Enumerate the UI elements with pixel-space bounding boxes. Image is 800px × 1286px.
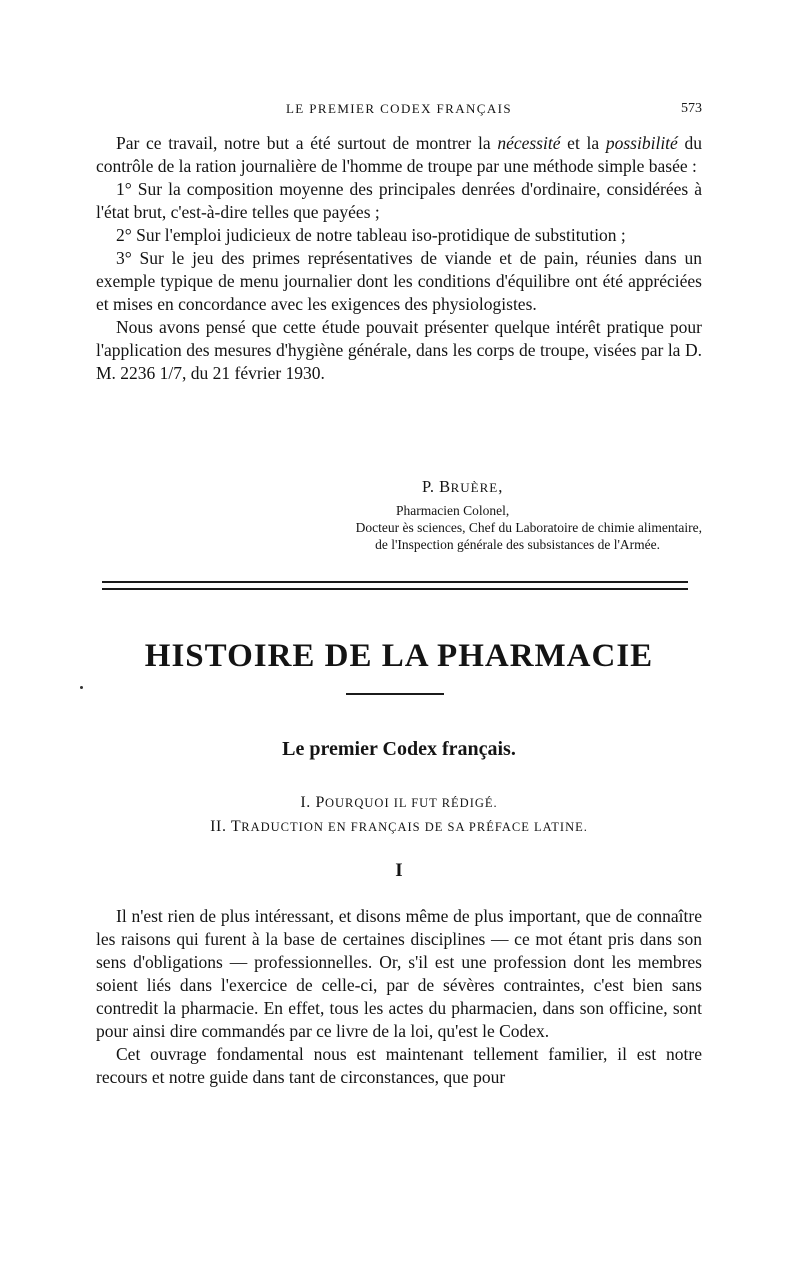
contents-item-2 <box>96 815 702 839</box>
author-institution: de l'Inspection générale des subsistances de l'Armée. <box>375 537 660 552</box>
intro-emphasis-necessite: nécessité <box>497 133 561 153</box>
article-contents <box>96 791 702 839</box>
part-heading: I <box>395 860 403 881</box>
intro-text-c: du contrôle de la ration journalière de l'homme de troupe par une méthode simple basée : <box>96 133 703 176</box>
intro-text-a: Par ce travail, notre but a été surtout de montrer la <box>116 133 498 153</box>
section-divider <box>102 581 688 590</box>
list-item-1: 1° Sur la composition moyenne des principales denrées d'ordinaire, considérées à l'état brut, c'est-à-dire telles que payées ; <box>96 179 702 222</box>
body-paragraph-2: Cet ouvrage fondamental nous est maintenant tellement familier, il est notre recours et notre guide dans tant de circonstances, que pour <box>96 1044 702 1087</box>
intro-section <box>96 132 702 385</box>
author-initial: P. B <box>422 477 451 496</box>
contents-number: II. <box>210 818 231 835</box>
author-name <box>96 477 702 497</box>
title-underline <box>346 693 444 695</box>
author-title: Docteur ès sciences, Chef du Laboratoire de chimie alimentaire, <box>355 520 702 535</box>
running-title: LE PREMIER CODEX FRANÇAIS <box>285 101 513 116</box>
author-rank: Pharmacien Colonel, <box>396 503 510 518</box>
divider-line-bottom <box>102 588 688 590</box>
body-paragraph-1: Il n'est rien de plus intéressant, et disons même de plus important, que de connaître les raisons qui furent à la base de certaines disciplines — ce mot étant pris dans son sens d'obligations — professionnelles. Or, s'il est une profession dont les membres soient liés dans l'exercice de celle-ci, par de sévères contraintes, c'est bien sans contredit la pharmacie. En effet, tous les actes du pharmacien, dans son officine, sont pour ainsi dire commandés par ce livre de la loi, qu'est le Codex. <box>96 906 702 1041</box>
list-item-2: 2° Sur l'emploi judicieux de notre tableau iso-protidique de substitution ; <box>116 225 626 245</box>
intro-text-b: et la <box>560 133 606 153</box>
contents-item-1 <box>96 791 702 815</box>
contents-initial: T <box>230 818 242 835</box>
page-number: 573 <box>681 101 702 116</box>
section-title: HISTOIRE DE LA PHARMACIE <box>144 638 654 674</box>
author-surname: RUÈRE <box>450 480 499 495</box>
contents-initial: P <box>315 794 325 811</box>
intro-emphasis-possibilite: possibilité <box>605 133 678 153</box>
author-comma: , <box>498 477 503 496</box>
conclusion-paragraph: Nous avons pensé que cette étude pouvait présenter quelque intérêt pratique pour l'application des mesures d'hygiène générale, dans les corps de troupe, visées par la D. M. 2236 1/7, du 21 février 1930. <box>96 317 702 383</box>
article-body <box>96 905 702 1089</box>
contents-number: I. <box>300 794 316 811</box>
author-signature <box>96 477 702 553</box>
print-speck <box>80 686 83 689</box>
article-title: Le premier Codex français. <box>282 738 516 760</box>
intro-paragraph <box>96 132 702 178</box>
list-item-3: 3° Sur le jeu des primes représentatives de viande et de pain, réunies dans un exemple typique de menu journalier dont les conditions d'équilibre ont été appréciées et mises en concordance avec les exigences des physiologistes. <box>96 248 702 314</box>
contents-text: OURQUOI IL FUT RÉDIGÉ. <box>324 796 498 810</box>
contents-text: RADUCTION EN FRANÇAIS DE SA PRÉFACE LATINE. <box>241 820 588 834</box>
running-head <box>96 98 702 120</box>
